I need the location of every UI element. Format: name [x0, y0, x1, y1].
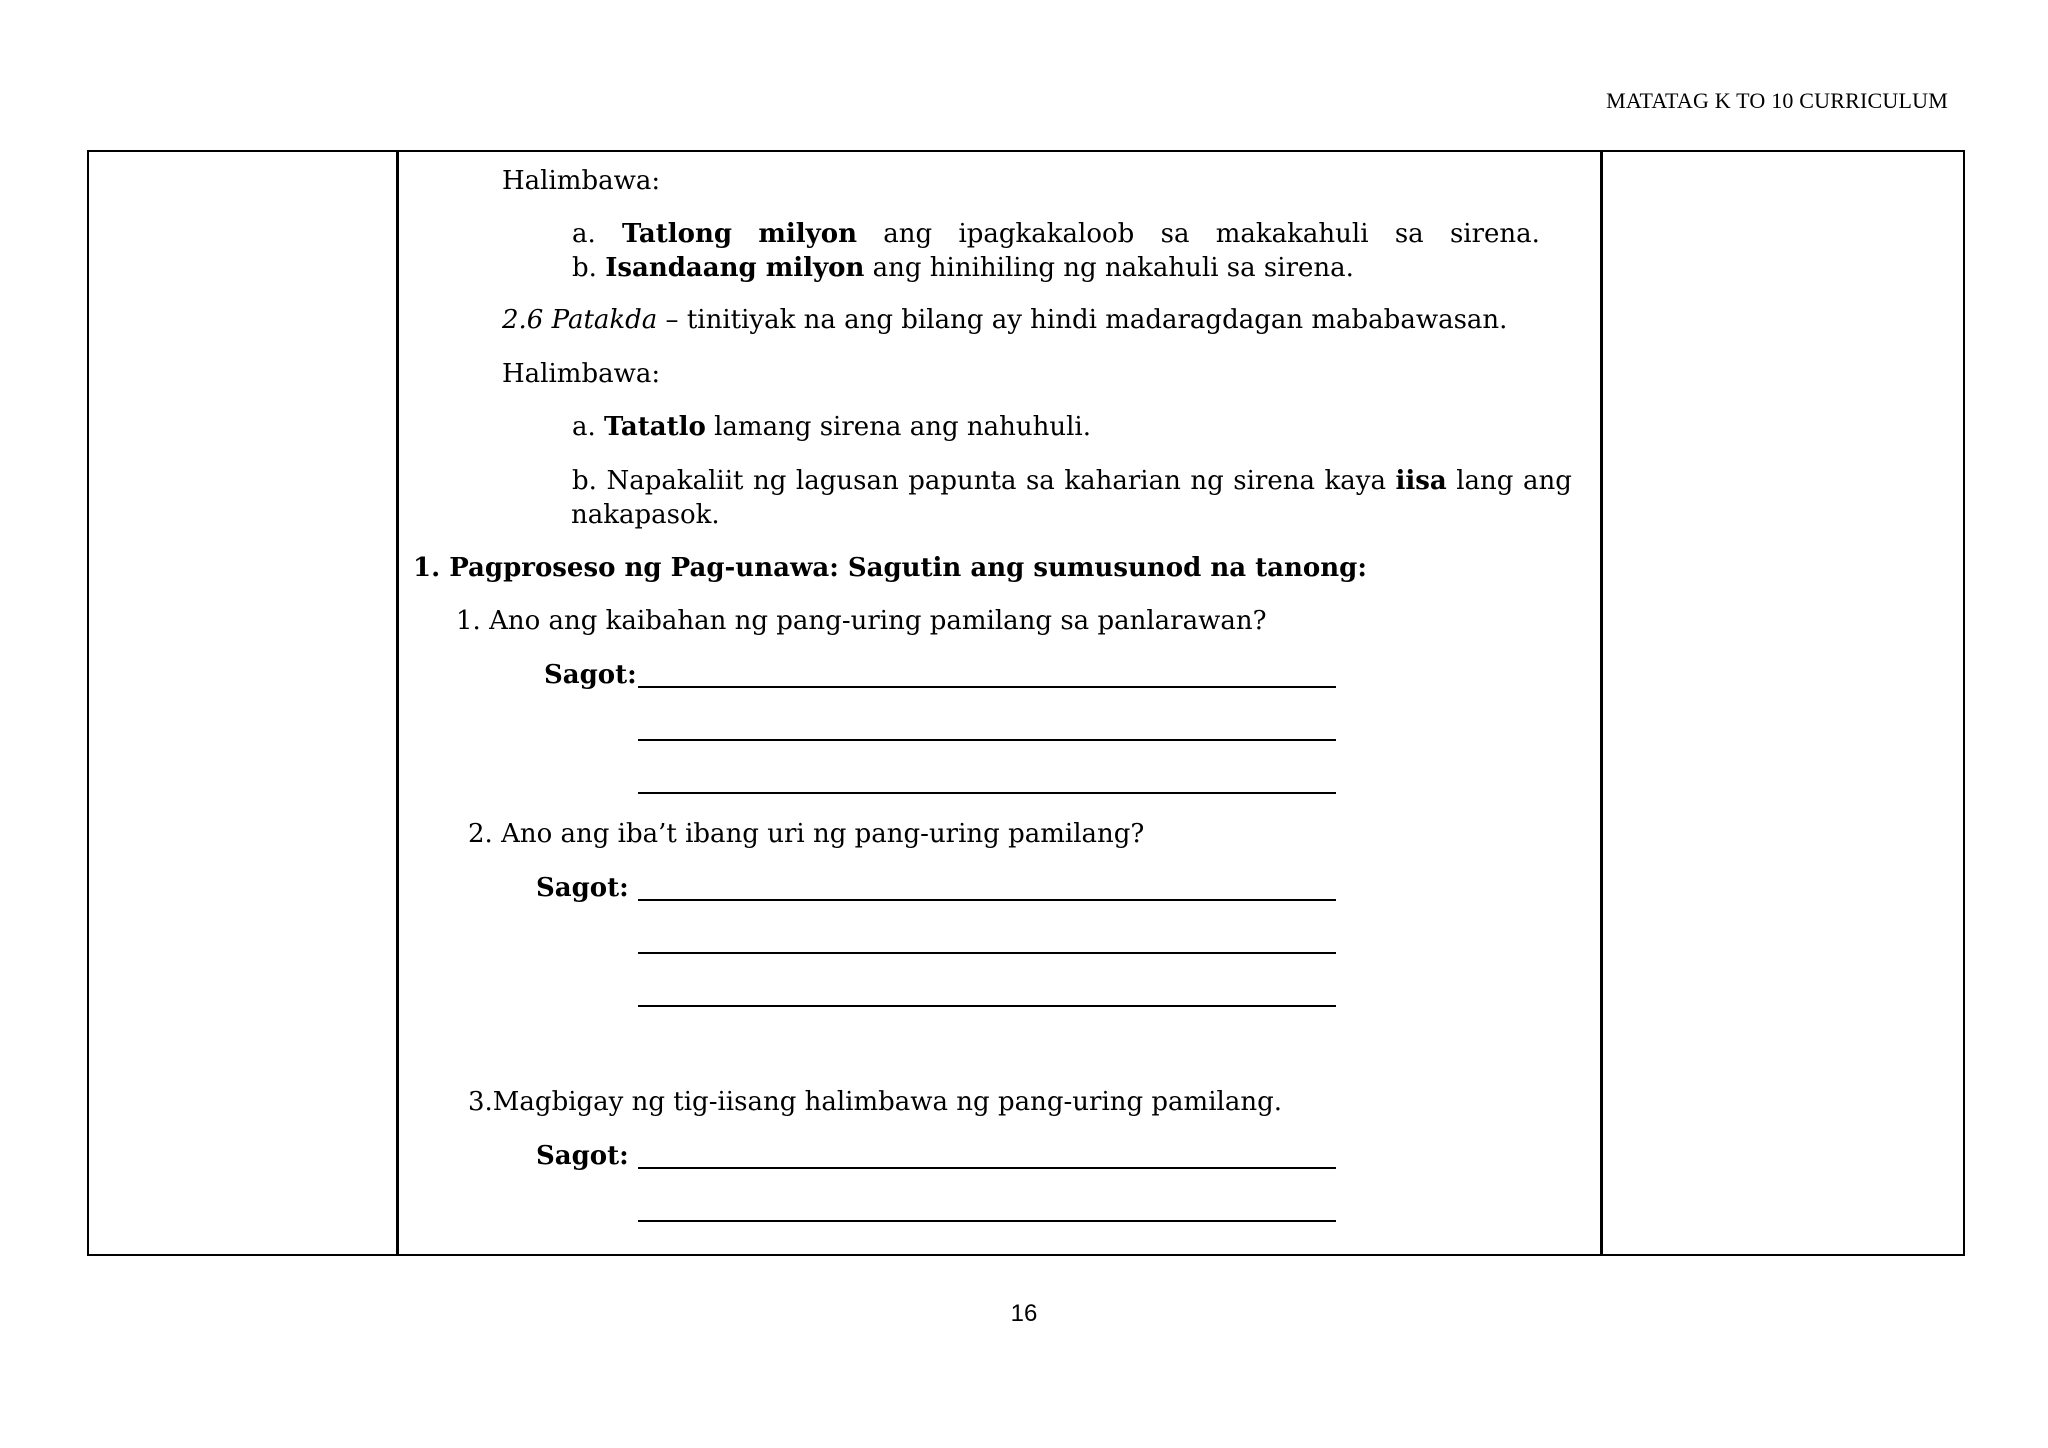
example-2b-word-6: sa	[1025, 466, 1055, 496]
example-2b-word-2: Napakaliit	[606, 466, 744, 496]
example-2b-line-2: nakapasok.	[571, 500, 720, 530]
answer-line-3a[interactable]	[638, 1167, 1336, 1169]
table-column-divider-right	[1600, 150, 1603, 1256]
example-1a-word-6: makakahuli	[1215, 219, 1369, 249]
example-1b-prefix: b.	[572, 253, 597, 283]
example-2a	[572, 410, 1091, 444]
example-1a-word-3: ang	[883, 219, 933, 249]
example-1a-word-5: sa	[1160, 219, 1190, 249]
example-1b-rest: ang hinihiling ng nakahuli sa sirena.	[864, 253, 1354, 283]
answer-line-1c[interactable]	[638, 792, 1336, 794]
patakda-text: – tinitiyak na ang bilang ay hindi madaragdagan mababawasan.	[657, 305, 1508, 335]
example-1a-word-7: sa	[1394, 219, 1424, 249]
example-2a-rest: lamang sirena ang nahuhuli.	[705, 412, 1091, 442]
answer-label-1: Sagot:	[544, 660, 637, 690]
page-number: 16	[1010, 1300, 1038, 1327]
example-2b-word-11: iisa	[1395, 466, 1447, 496]
example-1b-bold: Isandaang milyon	[605, 253, 865, 283]
example-1b	[572, 251, 1354, 285]
example-2b-word-1: b.	[572, 466, 597, 496]
example-2b-word-12: lang	[1456, 466, 1514, 496]
answer-line-1a[interactable]	[638, 686, 1336, 688]
example-1a-word-4: ipagkakaloob	[958, 219, 1135, 249]
answer-label-3: Sagot:	[536, 1141, 629, 1171]
answer-line-1b[interactable]	[638, 739, 1336, 741]
example-2b-line-1	[572, 464, 1572, 498]
answer-line-2c[interactable]	[638, 1005, 1336, 1007]
answer-line-2b[interactable]	[638, 952, 1336, 954]
example-2a-prefix: a.	[572, 412, 605, 442]
example-2b-word-5: papunta	[908, 466, 1017, 496]
question-3: 3.Magbigay ng tig-iisang halimbawa ng pang-uring pamilang.	[468, 1087, 1282, 1117]
answer-label-2: Sagot:	[536, 873, 629, 903]
example-1a-word-2: milyon	[758, 219, 857, 249]
example-2b-word-13: ang	[1522, 466, 1572, 496]
example-intro-2: Halimbawa:	[502, 359, 661, 389]
example-2b-word-4: lagusan	[795, 466, 899, 496]
question-1: 1. Ano ang kaibahan ng pang-uring pamilang sa panlarawan?	[456, 606, 1267, 636]
example-1a-prefix: a.	[572, 219, 596, 249]
patakda-term: 2.6 Patakda	[502, 305, 658, 335]
patakda-definition	[502, 303, 1507, 337]
example-2a-bold: Tatatlo	[604, 412, 706, 442]
example-2b-word-10: kaya	[1324, 466, 1386, 496]
example-2b-word-9: sirena	[1233, 466, 1315, 496]
example-1a-word-8: sirena.	[1449, 219, 1540, 249]
example-1a	[572, 217, 1540, 251]
example-intro-1: Halimbawa:	[502, 166, 661, 196]
processing-heading: 1. Pagproseso ng Pag-unawa: Sagutin ang sumusunod na tanong:	[413, 553, 1367, 583]
example-2b-word-3: ng	[753, 466, 787, 496]
example-2b-word-8: ng	[1190, 466, 1224, 496]
question-2: 2. Ano ang iba’t ibang uri ng pang-uring pamilang?	[468, 819, 1145, 849]
example-2b-word-7: kaharian	[1064, 466, 1181, 496]
table-column-divider-left	[396, 150, 399, 1256]
answer-line-2a[interactable]	[638, 899, 1336, 901]
example-1a-word-1: Tatlong	[622, 219, 733, 249]
answer-line-3b[interactable]	[638, 1220, 1336, 1222]
curriculum-header: MATATAG K TO 10 CURRICULUM	[1606, 88, 1948, 113]
